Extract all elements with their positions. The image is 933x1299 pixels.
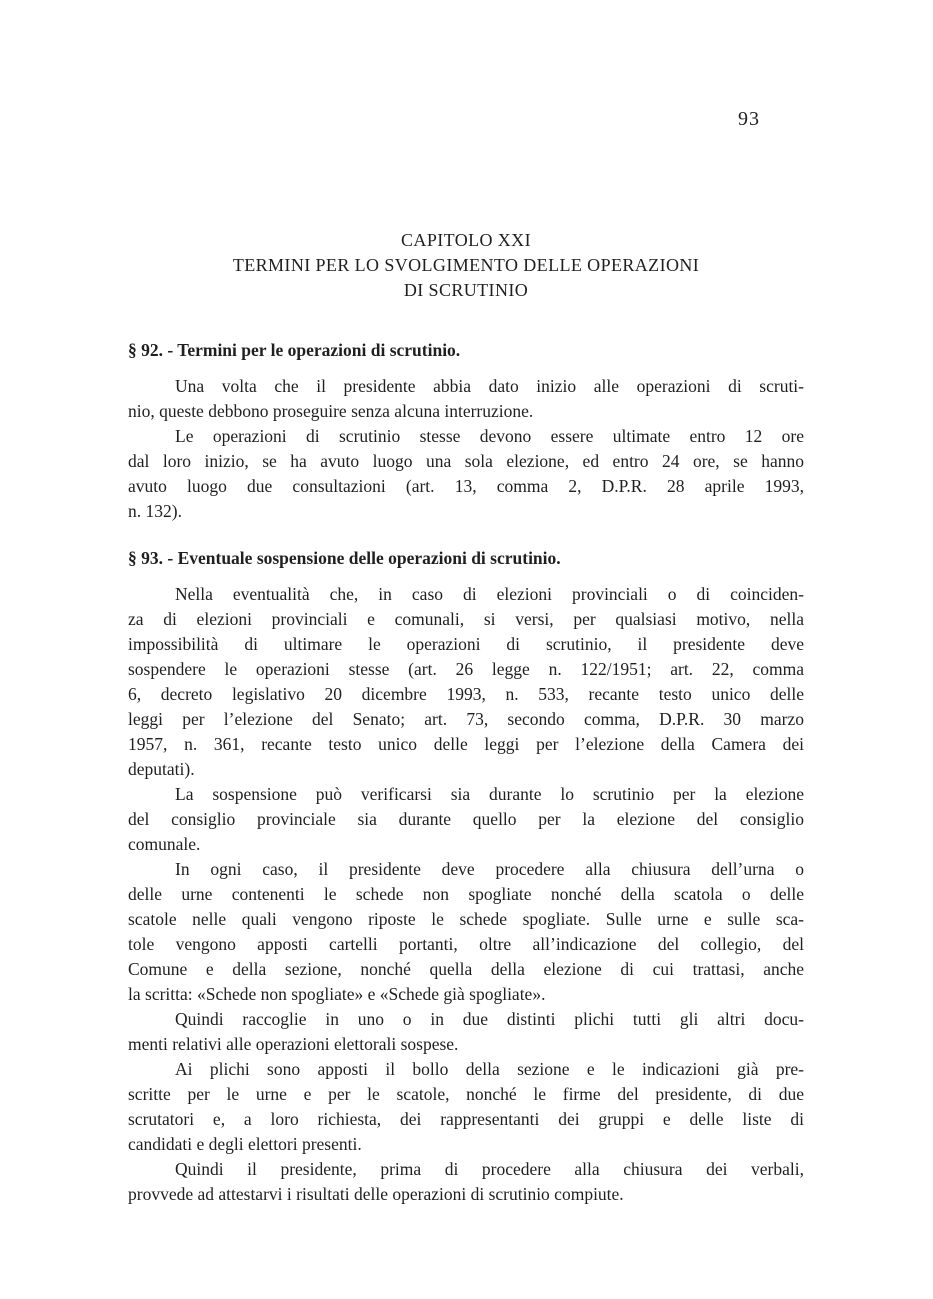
text-line: In ogni caso, il presidente deve procedere alla chiusura dell’urna o	[175, 859, 804, 879]
text-line: scrutatori e, a loro richiesta, dei rappresentanti dei gruppi e delle liste di	[128, 1109, 804, 1129]
paragraph	[128, 424, 804, 524]
text-line: Una volta che il presidente abbia dato inizio alle operazioni di scruti-	[175, 376, 804, 396]
text-line: delle urne contenenti le schede non spogliate nonché della scatola o delle	[128, 884, 804, 904]
paragraph	[128, 582, 804, 782]
section-heading: § 92. - Termini per le operazioni di scrutinio.	[128, 340, 461, 360]
text-line: provvede ad attestarvi i risultati delle operazioni di scrutinio compiute.	[128, 1184, 624, 1204]
text-line: candidati e degli elettori presenti.	[128, 1134, 362, 1154]
text-line: Nella eventualità che, in caso di elezioni provinciali o di coinciden-	[175, 584, 804, 604]
text-line: avuto luogo due consultazioni (art. 13, comma 2, D.P.R. 28 aprile 1993,	[128, 476, 804, 496]
chapter-title-line: TERMINI PER LO SVOLGIMENTO DELLE OPERAZIONI	[232, 255, 700, 275]
paragraph	[128, 1007, 804, 1057]
text-line: La sospensione può verificarsi sia durante lo scrutinio per la elezione	[175, 784, 804, 804]
text-line: n. 132).	[128, 501, 182, 521]
text-line: deputati).	[128, 759, 195, 779]
text-line: scatole nelle quali vengono riposte le schede spogliate. Sulle urne e sulle sca-	[128, 909, 804, 929]
text-line: Le operazioni di scrutinio stesse devono essere ultimate entro 12 ore	[175, 426, 804, 446]
paragraph	[128, 374, 804, 424]
text-line: del consiglio provinciale sia durante quello per la elezione del consiglio	[128, 809, 804, 829]
section-heading: § 93. - Eventuale sospensione delle operazioni di scrutinio.	[128, 548, 561, 568]
paragraph	[128, 1157, 804, 1207]
text-line: Comune e della sezione, nonché quella della elezione di cui trattasi, anche	[128, 959, 804, 979]
text-line: za di elezioni provinciali e comunali, si versi, per qualsiasi motivo, nella	[128, 609, 804, 629]
page-number: 93	[738, 108, 760, 130]
text-line: Quindi raccoglie in uno o in due distinti plichi tutti gli altri docu-	[175, 1009, 804, 1029]
chapter-title	[128, 228, 804, 303]
text-line: impossibilità di ultimare le operazioni di scrutinio, il presidente deve	[128, 634, 804, 654]
text-line: menti relativi alle operazioni elettorali sospese.	[128, 1034, 459, 1054]
text-line: leggi per l’elezione del Senato; art. 73, secondo comma, D.P.R. 30 marzo	[128, 709, 804, 729]
paragraph	[128, 782, 804, 857]
chapter-title-line: CAPITOLO XXI	[401, 230, 531, 250]
text-line: comunale.	[128, 834, 201, 854]
text-line: scritte per le urne e per le scatole, nonché le firme del presidente, di due	[128, 1084, 804, 1104]
text-line: 6, decreto legislativo 20 dicembre 1993, n. 533, recante testo unico delle	[128, 684, 804, 704]
text-column	[128, 0, 804, 1207]
text-line: la scritta: «Schede non spogliate» e «Schede già spogliate».	[128, 984, 546, 1004]
text-line: nio, queste debbono proseguire senza alcuna interruzione.	[128, 401, 534, 421]
text-line: tole vengono apposti cartelli portanti, oltre all’indicazione del collegio, del	[128, 934, 804, 954]
text-line: 1957, n. 361, recante testo unico delle leggi per l’elezione della Camera dei	[128, 734, 804, 754]
paragraph	[128, 1057, 804, 1157]
chapter-title-line: DI SCRUTINIO	[403, 280, 529, 300]
paragraph	[128, 857, 804, 1007]
text-line: Ai plichi sono apposti il bollo della sezione e le indicazioni già pre-	[175, 1059, 804, 1079]
text-line: Quindi il presidente, prima di procedere alla chiusura dei verbali,	[175, 1159, 804, 1179]
text-line: sospendere le operazioni stesse (art. 26 legge n. 122/1951; art. 22, comma	[128, 659, 804, 679]
sections	[128, 338, 804, 1207]
text-line: dal loro inizio, se ha avuto luogo una sola elezione, ed entro 24 ore, se hanno	[128, 451, 804, 471]
